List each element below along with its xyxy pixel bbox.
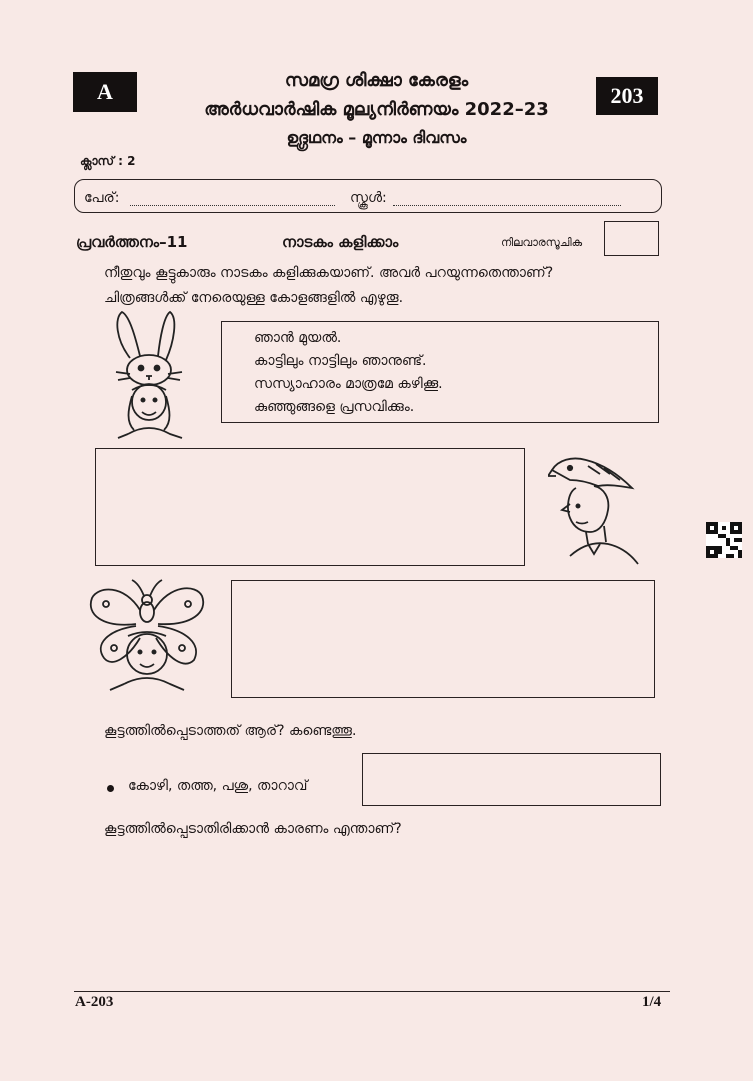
- school-field[interactable]: [350, 190, 621, 206]
- name-field[interactable]: [84, 190, 335, 206]
- rabbit-mask-girl-illustration: [108, 310, 198, 440]
- qr-code-icon: [706, 522, 742, 558]
- page-number: 1/4: [642, 994, 662, 1010]
- eagle-answer-box[interactable]: [95, 448, 525, 566]
- footer-rule: [74, 991, 670, 992]
- school-dotted-line: [393, 193, 621, 206]
- school-label: സ്കൂൾ:: [350, 190, 387, 206]
- rabbit-line-4: കുഞ്ഞുങ്ങളെ പ്രസവിക്കും.: [254, 399, 415, 415]
- indicator-box[interactable]: [604, 221, 659, 256]
- set-badge: A: [73, 72, 137, 112]
- footer-code: A-203: [75, 994, 114, 1010]
- butterfly-mask-girl-illustration: [84, 574, 214, 696]
- instruction-line-2: ചിത്രങ്ങൾക്ക് നേരെയുള്ള കോളങ്ങളിൽ എഴുതൂ.: [104, 290, 404, 306]
- reason-question: കൂട്ടത്തിൽപ്പെടാതിരിക്കാൻ കാരണം എന്താണ്?: [104, 821, 402, 837]
- header-line-2: അർധവാർഷിക മൂല്യനിർണയം 2022–23: [204, 99, 549, 120]
- rabbit-line-1: ഞാൻ മുയൽ.: [254, 330, 342, 346]
- name-label: പേര്:: [84, 190, 120, 206]
- header-line-3: ഉദ്ഗ്രഥനം – മൂന്നാം ദിവസം: [286, 128, 467, 147]
- header-line-1: സമഗ്ര ശിക്ഷാ കേരളം: [284, 70, 469, 91]
- class-label: ക്ലാസ് : 2: [80, 154, 136, 168]
- butterfly-answer-box[interactable]: [231, 580, 655, 698]
- eagle-mask-boy-illustration: [548, 452, 642, 570]
- odd-one-question: കൂട്ടത്തിൽപ്പെടാത്തത് ആര്? കണ്ടെത്തൂ.: [104, 723, 357, 739]
- rabbit-line-2: കാട്ടിലും നാട്ടിലും ഞാനുണ്ട്.: [254, 353, 427, 369]
- bullet-icon: [107, 785, 114, 792]
- activity-number: പ്രവർത്തനം–11: [76, 233, 188, 251]
- odd-one-answer-box[interactable]: [362, 753, 661, 806]
- instruction-line-1: നീതുവും കൂട്ടുകാരും നാടകം കളിക്കുകയാണ്. അവർ പറയുന്നതെന്താണ്?: [104, 265, 554, 281]
- activity-title: നാടകം കളിക്കാം: [282, 233, 399, 251]
- paper-code-badge: 203: [596, 77, 658, 115]
- indicator-label: നിലവാരസൂചിക: [501, 236, 583, 249]
- rabbit-line-3: സസ്യാഹാരം മാത്രമേ കഴിക്കൂ.: [254, 376, 443, 392]
- odd-one-options: കോഴി, തത്ത, പശു, താറാവ്: [128, 778, 308, 794]
- name-dotted-line: [130, 193, 335, 206]
